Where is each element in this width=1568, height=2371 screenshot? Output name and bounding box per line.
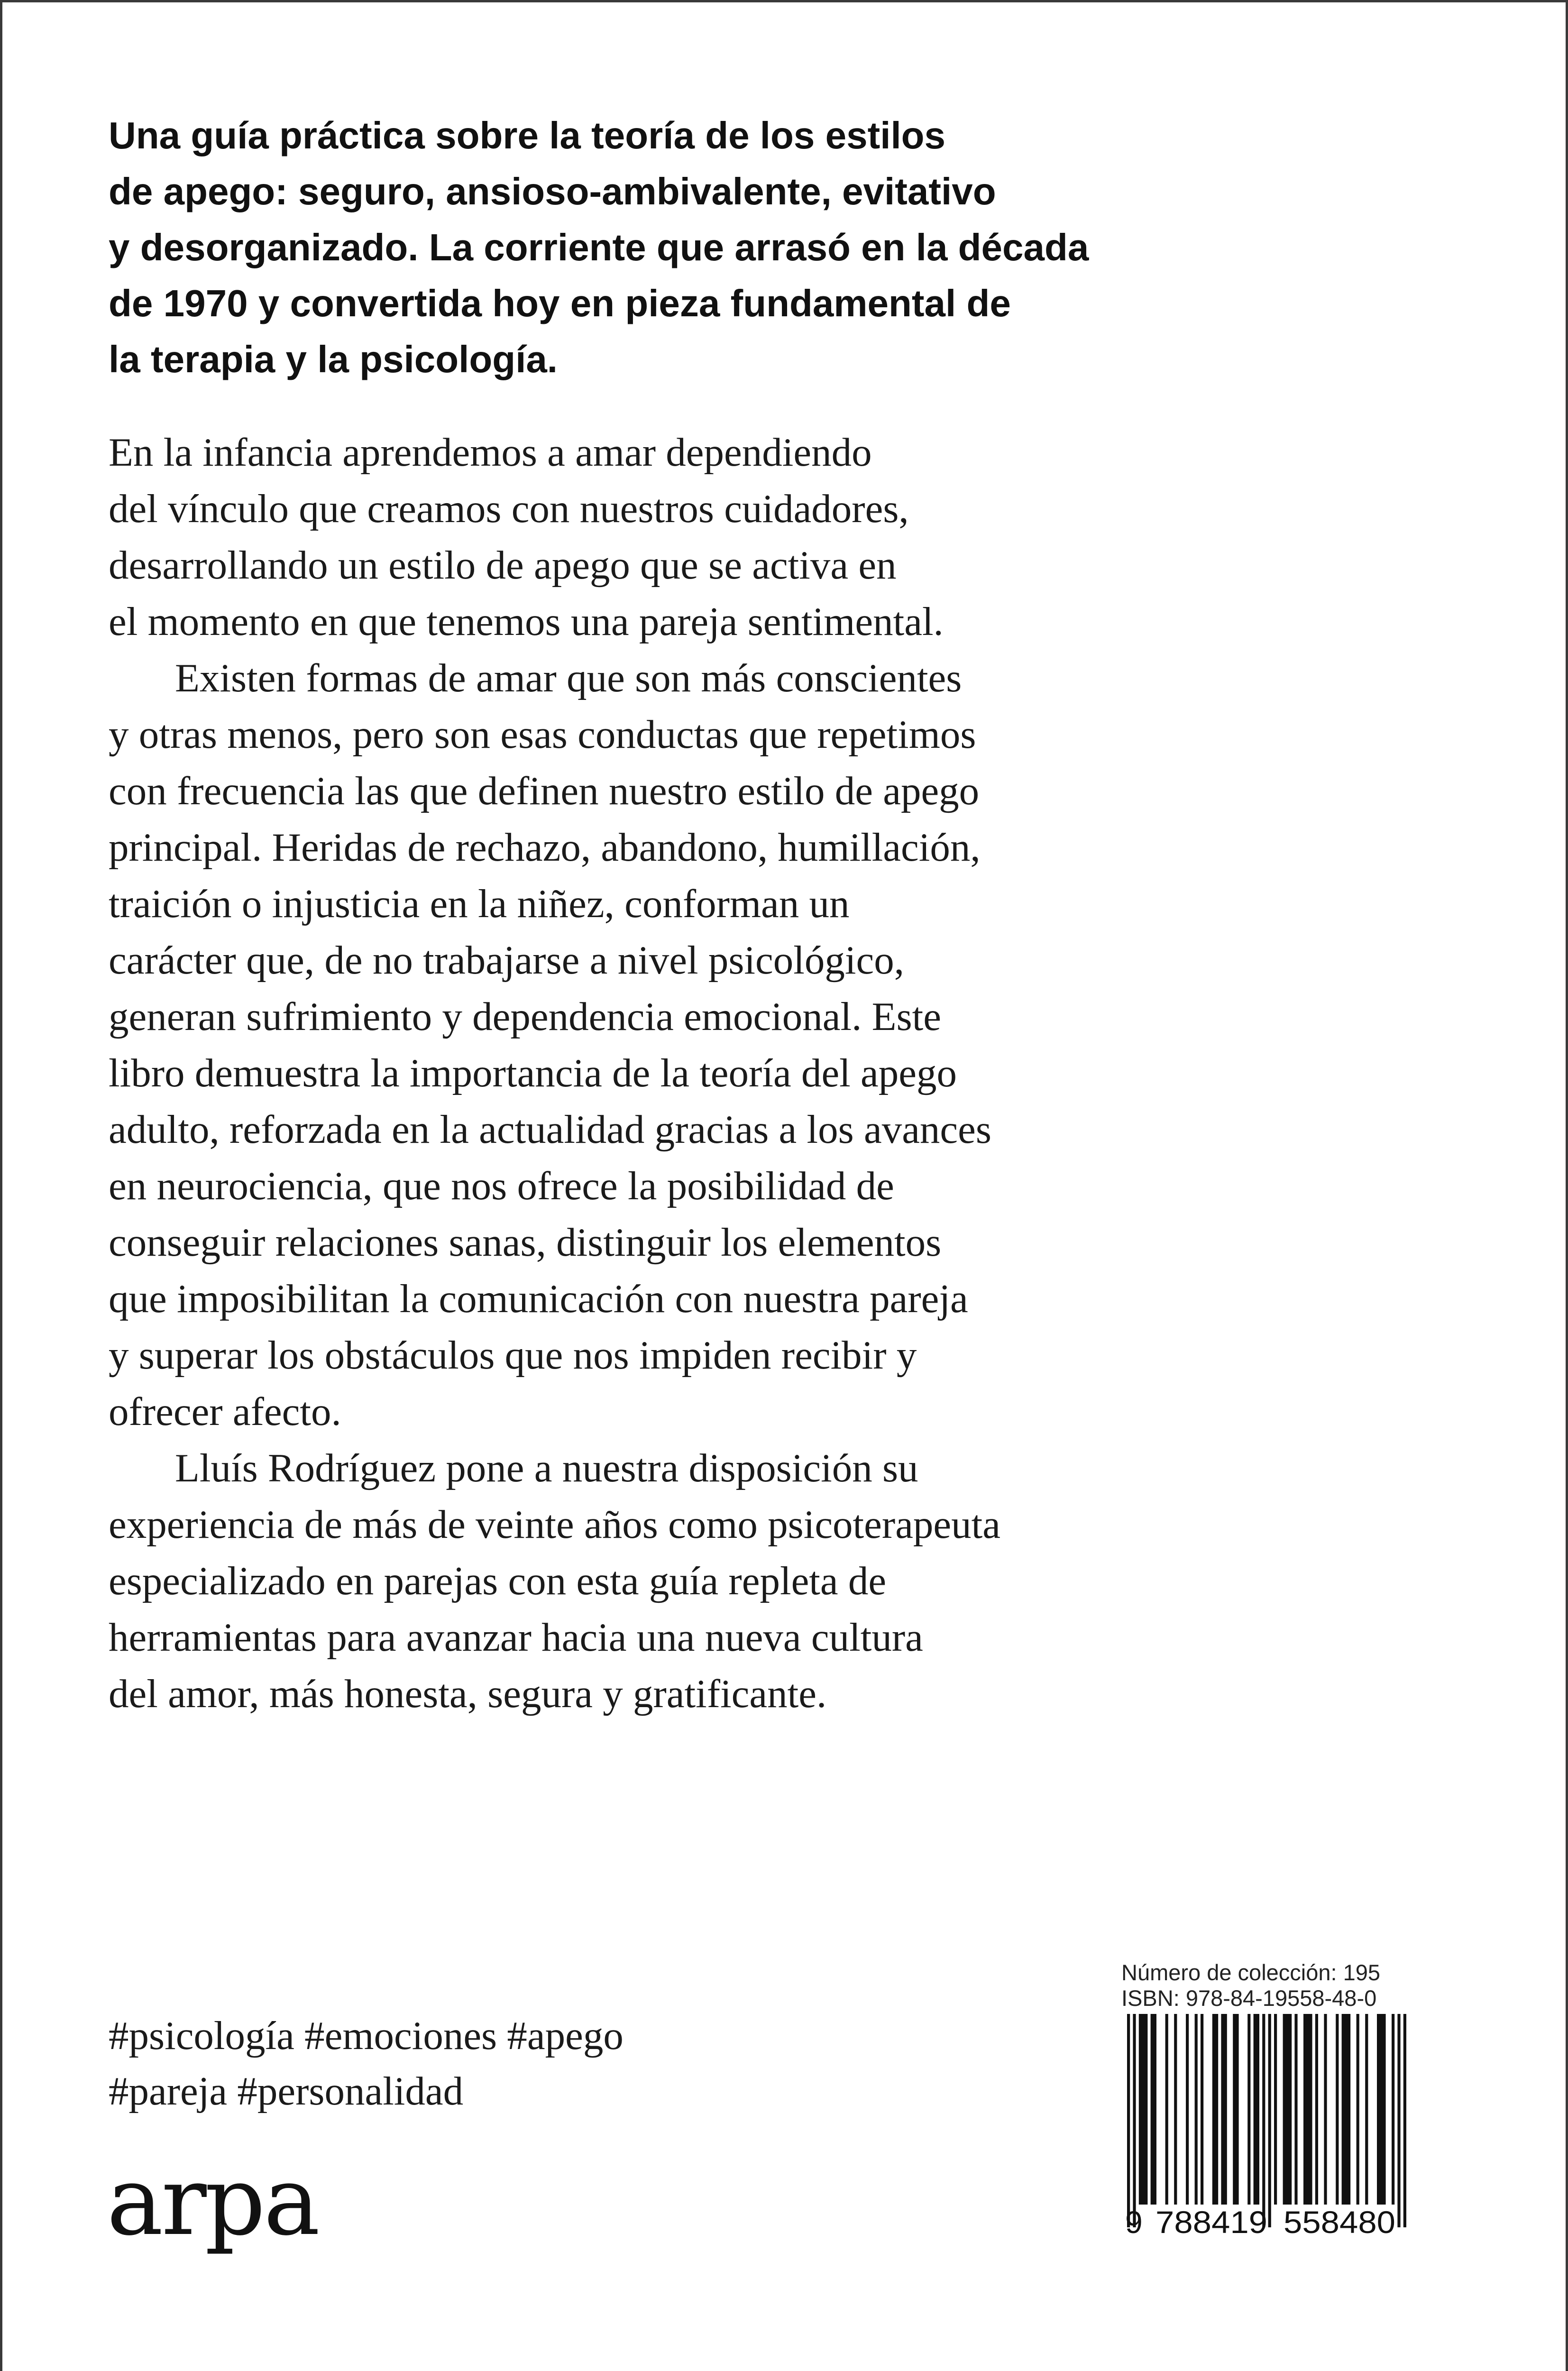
isbn-barcode-block: [1121, 1960, 1425, 2236]
text-line: libro demuestra la importancia de la teoría del apego: [109, 1051, 957, 1095]
publisher-logo: arpa: [107, 2146, 319, 2257]
body-text: [109, 424, 1275, 1722]
barcode-digits: [1121, 2014, 1425, 2236]
barcode-first-digit: 9: [1125, 2205, 1143, 2236]
text-line: ofrecer afecto.: [109, 1389, 341, 1434]
text-line: Lluís Rodríguez pone a nuestra disposición su: [175, 1446, 918, 1490]
text-line: en neurociencia, que nos ofrece la posibilidad de: [109, 1164, 894, 1208]
hashtag-line: #psicología #emociones #apego: [109, 2013, 624, 2058]
text-line: experiencia de más de veinte años como psicoterapeuta: [109, 1502, 1000, 1547]
text-line: conseguir relaciones sanas, distinguir los elementos: [109, 1220, 942, 1265]
text-line: que imposibilitan la comunicación con nuestra pareja: [109, 1277, 968, 1321]
paragraph-1: [109, 424, 1275, 650]
lead-line: y desorganizado. La corriente que arrasó en la década: [109, 226, 1089, 268]
text-line: desarrollando un estilo de apego que se activa en: [109, 543, 897, 588]
text-line: el momento en que tenemos una pareja sentimental.: [109, 599, 944, 644]
text-line: y otras menos, pero son esas conductas que repetimos: [109, 712, 976, 757]
hashtag-list: [109, 2008, 624, 2119]
text-line: adulto, reforzada en la actualidad gracias a los avances: [109, 1107, 991, 1152]
barcode-left-digits: 788419: [1155, 2205, 1267, 2236]
lead-line: la terapia y la psicología.: [109, 338, 558, 380]
barcode: [1121, 2014, 1425, 2236]
text-line: principal. Heridas de rechazo, abandono, humillación,: [109, 825, 981, 870]
text-line: generan sufrimiento y dependencia emocional. Este: [109, 994, 941, 1039]
text-line: En la infancia aprendemos a amar dependiendo: [109, 430, 872, 475]
description-block: [109, 108, 1275, 1722]
text-line: Existen formas de amar que son más conscientes: [175, 656, 962, 700]
lead-line: de 1970 y convertida hoy en pieza fundamental de: [109, 282, 1011, 324]
text-line: traición o injusticia en la niñez, conforman un: [109, 882, 850, 926]
isbn-label: ISBN: 978-84-19558-48-0: [1121, 1985, 1377, 2011]
text-line: del vínculo que creamos con nuestros cuidadores,: [109, 487, 909, 531]
text-line: y superar los obstáculos que nos impiden recibir y: [109, 1333, 917, 1378]
collection-number: Número de colección: 195: [1121, 1960, 1381, 1985]
text-line: herramientas para avanzar hacia una nueva cultura: [109, 1615, 923, 1660]
hashtag-line: #pareja #personalidad: [109, 2069, 464, 2114]
text-line: especializado en parejas con esta guía repleta de: [109, 1559, 887, 1603]
paragraph-2: [109, 650, 1275, 1440]
text-line: del amor, más honesta, segura y gratificante.: [109, 1672, 827, 1716]
lead-summary: [109, 108, 1275, 387]
lead-line: de apego: seguro, ansioso-ambivalente, evitativo: [109, 170, 996, 212]
paragraph-3: [109, 1440, 1275, 1722]
text-line: con frecuencia las que definen nuestro estilo de apego: [109, 769, 980, 813]
barcode-right-digits: 558480: [1284, 2205, 1395, 2236]
text-line: carácter que, de no trabajarse a nivel psicológico,: [109, 938, 904, 983]
lead-line: Una guía práctica sobre la teoría de los estilos: [109, 114, 946, 156]
